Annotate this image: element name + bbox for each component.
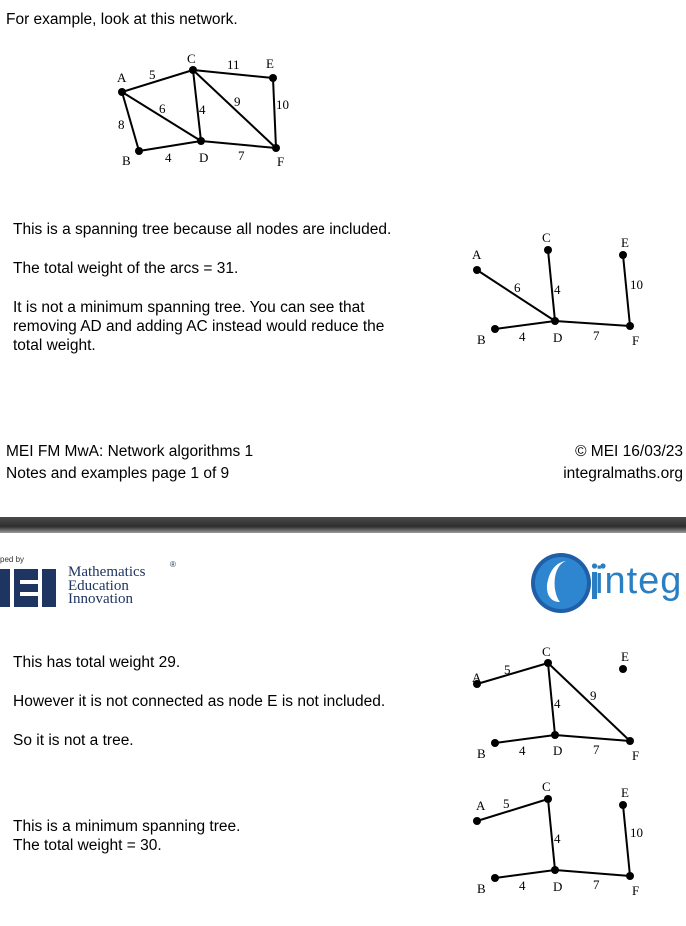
para-min-tree-line1: This is a minimum spanning tree. <box>13 818 241 835</box>
para-not-tree: So it is not a tree. <box>13 732 134 749</box>
label-E: E <box>266 56 274 71</box>
label-C: C <box>187 51 196 66</box>
label-F: F <box>632 333 640 348</box>
mei-word-innovation: Innovation <box>68 591 133 607</box>
mei-word-mathematics: Mathematics <box>68 564 146 580</box>
label-F: F <box>632 883 640 898</box>
para-total-weight-31: The total weight of the arcs = 31. <box>13 260 239 277</box>
weight-BD: 4 <box>165 150 172 165</box>
weight-DF: 7 <box>593 742 600 757</box>
registered-mark: ® <box>170 560 176 569</box>
integral-wordmark: integ <box>595 560 683 602</box>
byline-text: ped by <box>0 555 25 564</box>
weight-CD: 4 <box>554 831 561 846</box>
node-A <box>473 817 481 825</box>
node-D <box>551 866 559 874</box>
weight-CF: 9 <box>234 94 241 109</box>
label-C: C <box>542 779 551 794</box>
label-D: D <box>199 150 209 165</box>
footer-website[interactable]: integralmaths.org <box>563 465 683 482</box>
weight-BD: 4 <box>519 878 526 893</box>
node-E <box>619 801 627 809</box>
label-C: C <box>542 230 551 245</box>
para-not-min-line2: removing AD and adding AC instead would reduce the <box>13 318 385 335</box>
weight-AC: 5 <box>504 662 511 677</box>
label-B: B <box>122 153 131 168</box>
label-F: F <box>277 154 285 169</box>
label-B: B <box>477 332 486 347</box>
weight-AC: 5 <box>149 67 156 82</box>
para-not-min-line3: total weight. <box>13 337 96 354</box>
weight-BD: 4 <box>519 329 526 344</box>
weight-CD: 4 <box>554 696 561 711</box>
label-A: A <box>472 670 482 685</box>
node-F <box>626 872 634 880</box>
intro-text: For example, look at this network. <box>6 11 238 28</box>
label-A: A <box>476 798 486 813</box>
para-spanning-tree: This is a spanning tree because all nodes are included. <box>13 221 392 238</box>
node-B <box>491 874 499 882</box>
weight-CD: 4 <box>199 102 206 117</box>
weight-EF: 10 <box>276 97 289 112</box>
weight-EF: 10 <box>630 825 643 840</box>
weight-CD: 4 <box>554 282 561 297</box>
label-F: F <box>632 748 640 763</box>
edge-AC <box>477 799 548 821</box>
label-D: D <box>553 330 563 345</box>
label-C: C <box>542 644 551 659</box>
footer-title: MEI FM MwA: Network algorithms 1 <box>6 443 254 460</box>
weight-BD: 4 <box>519 743 526 758</box>
weight-DF: 7 <box>593 877 600 892</box>
weight-DF: 7 <box>238 148 245 163</box>
label-E: E <box>621 649 629 664</box>
weight-CE: 11 <box>227 57 240 72</box>
para-min-tree-line2: The total weight = 30. <box>13 837 162 854</box>
label-E: E <box>621 785 629 800</box>
mei-word-education: Education <box>68 577 129 594</box>
weight-DF: 7 <box>593 328 600 343</box>
label-E: E <box>621 235 629 250</box>
label-A: A <box>472 247 482 262</box>
node-C <box>544 795 552 803</box>
edge-DF <box>555 870 630 876</box>
footer-page: Notes and examples page 1 of 9 <box>6 465 230 482</box>
label-B: B <box>477 881 486 896</box>
weight-EF: 10 <box>630 277 643 292</box>
weight-CF: 9 <box>590 688 597 703</box>
label-D: D <box>553 879 563 894</box>
label-D: D <box>553 743 563 758</box>
label-A: A <box>117 70 127 85</box>
edge-EF <box>623 805 630 876</box>
para-not-min-line1: It is not a minimum spanning tree. You can see that <box>13 299 365 316</box>
weight-AB: 8 <box>118 117 125 132</box>
weight-AC: 5 <box>503 796 510 811</box>
footer-copyright: © MEI 16/03/23 <box>575 443 683 460</box>
weight-AD: 6 <box>514 280 521 295</box>
para-weight-29: This has total weight 29. <box>13 654 181 671</box>
weight-AD: 6 <box>159 101 166 116</box>
edge-BD <box>495 870 555 878</box>
para-not-connected: However it is not connected as node E is not included. <box>13 693 386 710</box>
label-B: B <box>477 746 486 761</box>
